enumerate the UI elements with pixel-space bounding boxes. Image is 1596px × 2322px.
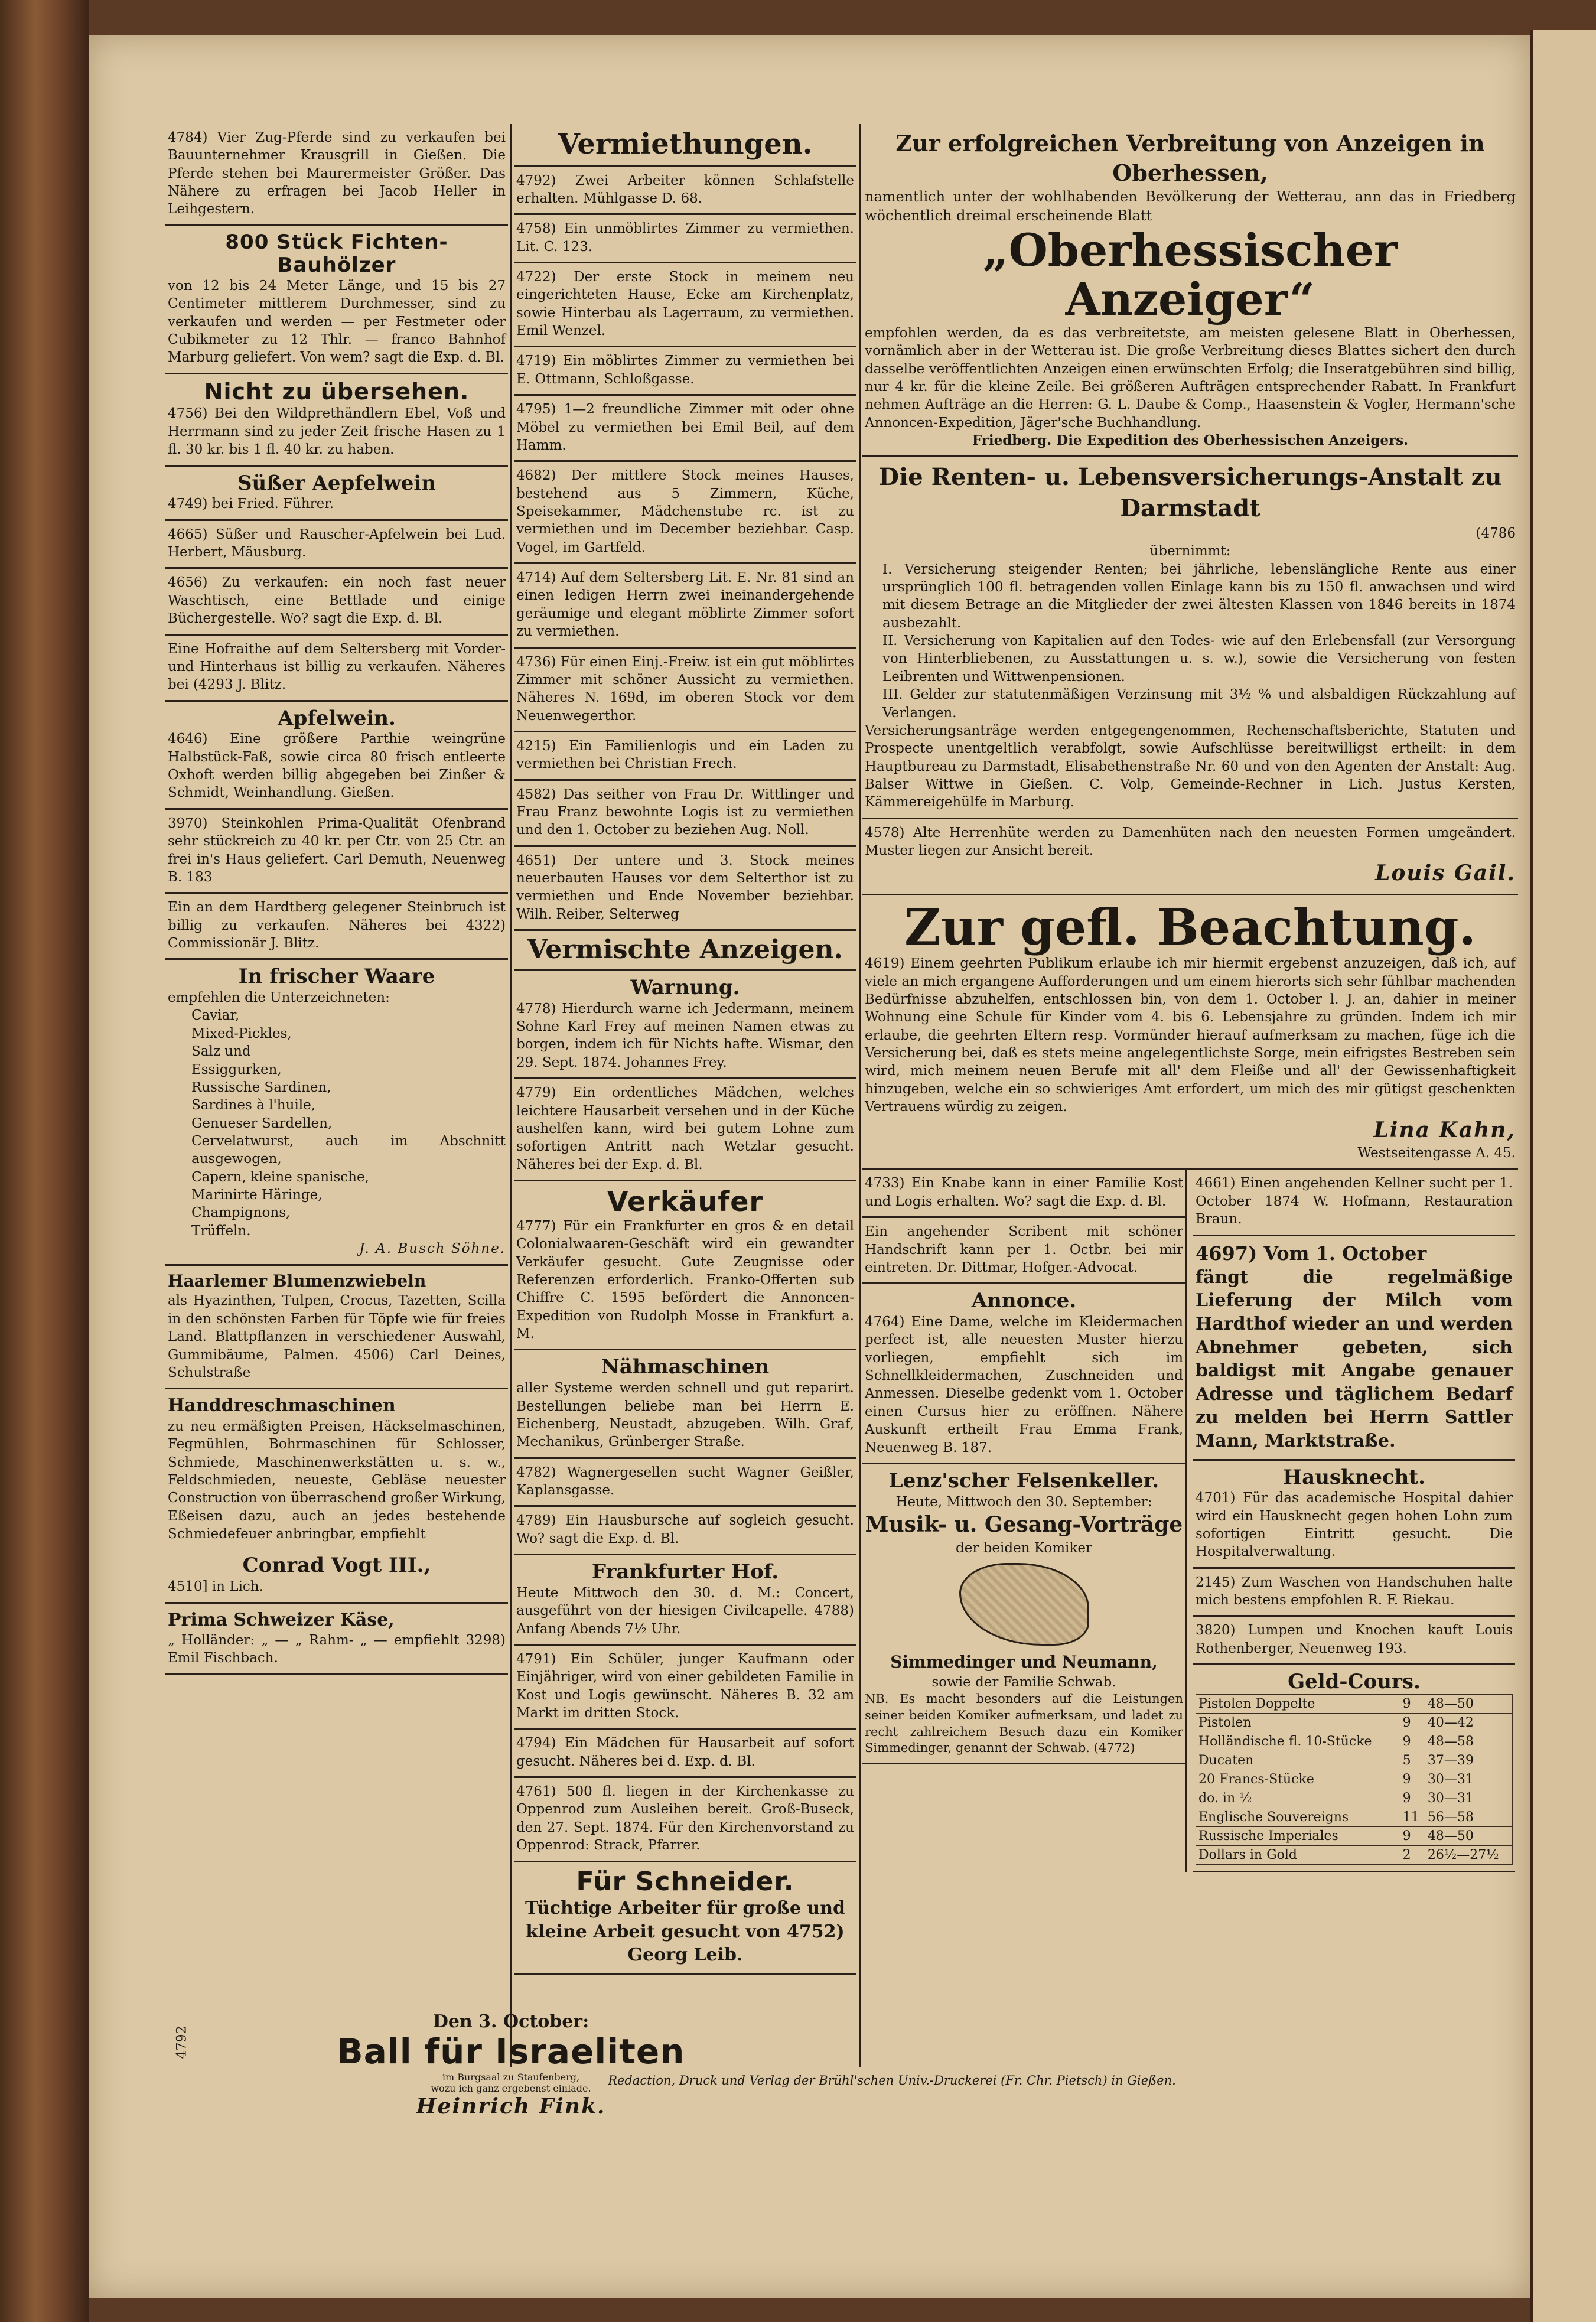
table-row: Russische Imperiales 9 48—50 (1196, 1827, 1513, 1846)
ad-steinbruch: Ein an dem Hardtberg gelegener Steinbruch ist billig zu verkaufen. Näheres bei 4322) Commissionär J. Blitz. (165, 894, 508, 960)
ad-hausbursche: 4789) Ein Hausbursche auf sogleich gesucht. Wo? sagt die Exp. d. Bl. (514, 1507, 856, 1555)
table-row: Ducaten 5 37—39 (1196, 1751, 1513, 1770)
section-vermiethungen: Vermiethungen. (514, 124, 856, 167)
ad-seltersberg: 4714) Auf dem Seltersberg Lit. E. Nr. 81 sind an einen ledigen Herrn zwei ineinandergehende geräumige und elegant möblirte Zimmer sofort zu vermiethen. (514, 564, 856, 648)
ad-maedchen: 4779) Ein ordentliches Mädchen, welches leichtere Hausarbeit versehen und in der Küche aushelfen kann, wird bei gutem Lohne zum sofortigen Antritt nach Wetzlar gesucht. Näheres bei der Exp. d. Bl. (514, 1079, 856, 1181)
column-2 (514, 124, 856, 2050)
ad-beachtung: Zur gefl. Beachtung. 4619) Einem geehrten Publikum erlaube ich mir hiermit ergebenst anzuzeigen, daß ich, auf viele an mich ergangene Aufforderungen und um einem hierorts sich sehr fühlbar machenden Bedürfnisse abzuhelfen, entschlossen bin, von dem 1. October l. J. an, dahier in meiner Wohnung eine Schule für Kinder vom 4. bis 6. Lebensjahre zu gründen. Indem ich mir erlaube, die geehrten Eltern resp. Vormünder hierauf aufmerksam zu machen, füge ich die Versicherung bei, daß es stets meine angelegentlichste Sorge, mein eifrigstes Bestreben sein wird, mich meinem neuen Berufe mit all' dem Fleiße und all' der Gewissenhaftigkeit hinzugeben, welche ein so schwieriges Amt erfordert, um mich des mir gütigst geschenkten Vertrauens würdig zu zeigen. Lina Kahn, Westseitengasse A. 45. (862, 895, 1518, 1170)
column-rule (510, 124, 512, 2067)
imprint-footer: Redaction, Druck und Verlag der Brühl'schen Univ.-Druckerei (Fr. Chr. Pietsch) in Gießen. (608, 2073, 1176, 2087)
ad-hofraithe: Eine Hofraithe auf dem Seltersberg mit Vorder- und Hinterhaus ist billig zu verkaufen. Näheres bei (4293 J. Blitz. (165, 636, 508, 702)
ad-kellner: 4661) Einen angehenden Kellner sucht per 1. October 1874 W. Hofmann, Restauration Braun. (1193, 1170, 1515, 1236)
table-row: 20 Francs-Stücke 9 30—31 (1196, 1770, 1513, 1789)
table-row: Pistolen Doppelte 9 48—50 (1196, 1694, 1513, 1713)
ad-wagner: 4782) Wagnergesellen sucht Wagner Geißler, Kaplansgasse. (514, 1459, 856, 1507)
ad-annonce: Annonce. 4764) Eine Dame, welche im Kleidermachen perfect ist, alle neuesten Muster hierzu vorliegen, empfiehlt sich im Schnellkleidermachen, Zuschneiden und Anmessen. Dieselbe gedenkt vom 1. October einen Cursus hier zu eröffnen. Nähere Auskunft ertheilt Frau Emma Frank, Neuenweg B. 187. (862, 1284, 1185, 1464)
ad-steinkohlen: 3970) Steinkohlen Prima-Qualität Ofenbrand sehr stückreich zu 40 kr. per Ctr. von 25 Ctr. an frei in's Haus geliefert. Carl Demuth, Neuenweg B. 183 (165, 810, 508, 894)
ad-frankfurter-hof: Frankfurter Hof. Heute Mittwoch den 30. d. M.: Concert, ausgeführt von der hiesigen Civilcapelle. 4788) Anfang Abends 7½ Uhr. (514, 1555, 856, 1646)
table-row: Pistolen 9 40—42 (1196, 1714, 1513, 1732)
adjacent-page-edge (1530, 30, 1596, 2322)
geld-cours-table (1196, 1694, 1513, 1865)
column-3 (862, 124, 1518, 2050)
ad-scribent: Ein angehender Scribent mit schöner Handschrift kann per 1. Octbr. bei mir eintreten. Dr. Dittmar, Hofger.-Advocat. (862, 1218, 1185, 1284)
ad-ball: Den 3. October: Ball für Israeliten im Burgsaal zu Staufenberg, wozu ich ganz ergebenst einlade. Heinrich Fink. 4792 (174, 2011, 685, 2119)
ad-erster-stock: 4722) Der erste Stock in meinem neu eingerichteten Hause, Ecke am Kirchenplatz, sowie Hinterbau als Lagerraum, zu vermiethen. Emil Wenzel. (514, 263, 856, 347)
ad-hasen: Nicht zu übersehen. 4756) Bei den Wildprethändlern Ebel, Voß und Herrmann sind zu jeder Zeit frische Hasen zu 1 fl. 30 kr. bis 1 fl. 40 kr. zu haben. (165, 374, 508, 467)
col3-right (1193, 1170, 1515, 1872)
ad-handschuhe: 2145) Zum Waschen von Handschuhen halte mich bestens empfohlen R. F. Riekau. (1193, 1569, 1515, 1617)
ad-rauscher: 4665) Süßer und Rauscher-Apfelwein bei Lud. Herbert, Mäusburg. (165, 521, 508, 569)
ad-dreschmaschinen: Handdreschmaschinen zu neu ermäßigten Preisen, Häckselmaschinen, Fegmühlen, Bohrmaschinen für Schlosser, Schmiede, Maschinenwerkstätten u. s. w., Feldschmieden, neueste, Gebläse neuester Construction von überraschend großer Wirkung, Eßeisen dazu, auch an jedes bestehende Schmiedefeuer anbringbar, empfiehlt (168, 1395, 506, 1542)
ad-kaese: Prima Schweizer Käse, „ Holländer: „ — „ Rahm- „ — empfiehlt 3298) Emil Fischbach. (165, 1604, 508, 1675)
table-row: Englische Souvereigns 11 56—58 (1196, 1808, 1513, 1827)
table-row: do. in ½ 9 30—31 (1196, 1789, 1513, 1808)
ad-aepfelwein: Süßer Aepfelwein 4749) bei Fried. Führer. (165, 467, 508, 521)
ad-felsenkeller: Lenz'scher Felsenkeller. Heute, Mittwoch den 30. September: Musik- u. Gesang-Vorträge der beiden Komiker Simmedinger und Neumann, sowie der Familie Schwab. NB. Es macht besonders auf die Leistungen seiner beiden Komiker aufmerksam, und ladet zu recht zahlreichem Besuch dazu ein Komiker Simmedinger, genannt der Schwab. (4772) (862, 1464, 1185, 1764)
ad-kirchenkasse: 4761) 500 fl. liegen in der Kirchenkasse zu Oppenrod zum Ausleihen bereit. Groß-Buseck, den 27. Sept. 1874. Für den Kirchenvorstand zu Oppenrod: Strack, Pfarrer. (514, 1778, 856, 1862)
ad-knabe: 4733) Ein Knabe kann in einer Familie Kost und Logis erhalten. Wo? sagt die Exp. d. Bl. (862, 1170, 1185, 1218)
ad-blumenzwiebeln: Haarlemer Blumenzwiebeln als Hyazinthen, Tulpen, Crocus, Tazetten, Scilla in den schönsten Farben für Töpfe wie für freies Land. Blattpflanzen in verschiedener Auswahl, Gummibäume, Palmen. 4506) Carl Deines, Schulstraße (165, 1266, 508, 1390)
ad-familienlogis: 4215) Ein Familienlogis und ein Laden zu vermiethen bei Christian Frech. (514, 732, 856, 781)
table-row: Holländische fl. 10-Stücke 9 48—58 (1196, 1732, 1513, 1751)
ad-frische-waare: In frischer Waare empfehlen die Unterzeichneten: Caviar, Mixed-Pickles, Salz und Essiggurken, Russische Sardinen, Sardines à l'huile, Genueser Sardellen, Cervelatwurst, auch im Abschnitt ausgewogen, Capern, kleine spanische, Marinirte Häringe, Champignons, Trüffeln. J. A. Busch Söhne. (165, 960, 508, 1265)
ad-maedchen-haus: 4794) Ein Mädchen für Hausarbeit auf sofort gesucht. Näheres bei d. Exp. d. Bl. (514, 1730, 856, 1778)
ad-apfelwein: Apfelwein. 4646) Eine größere Parthie weingrüne Halbstück-Faß, sowie circa 80 frisch entleerte Oxhoft werden billig abgegeben bei Zinßer & Schmidt, Weinhandlung. Gießen. (165, 702, 508, 810)
ad-vogt: Conrad Vogt III., 4510] in Lich. (165, 1549, 508, 1603)
ad-zugpferde: 4784) Vier Zug-Pferde sind zu verkaufen bei Bauunternehmer Krausgrill in Gießen. Die Pferde stehen bei Maurermeister Größer. Das Nähere zu erfragen bei Jacob Heller in Leihgestern. (165, 124, 508, 226)
ad-waschtisch: 4656) Zu verkaufen: ein noch fast neuer Waschtisch, eine Bettlade und einige Büchergestelle. Wo? sagt die Exp. d. Bl. (165, 569, 508, 635)
ad-schueler: 4791) Ein Schüler, junger Kaufmann oder Einjähriger, wird von einer gebildeten Familie in Kost und Logis gewünscht. Näheres B. 32 am Markt im dritten Stock. (514, 1646, 856, 1730)
ad-mittlerer-stock: 4682) Der mittlere Stock meines Hauses, bestehend aus 5 Zimmern, Küche, Speisekammer, Mädchenstube rc. ist zu vermiethen und im December beziehbar. Casp. Vogel, im Gartfeld. (514, 462, 856, 564)
ad-zimmer: 4758) Ein unmöblirtes Zimmer zu vermiethen. Lit. C. 123. (514, 215, 856, 263)
section-vermischte: Vermischte Anzeigen. (514, 931, 856, 971)
ad-rentenanstalt: Die Renten- u. Lebensversicherungs-Anstalt zu Darmstadt (4786 übernimmt: I. Versicherung steigender Renten; bei jährliche, lebenslängliche Rente aus einer ursprünglich 100 fl. betragenden vollen Einlage kann bis zu 150 fl. anwachsen und wird mit diesem Betrage an die Mitglieder der zwei ältesten Klassen von 1846 bereits in 1874 ausbezahlt. II. Versicherung von Kapitalien auf den Todes- wie auf den Erlebensfall (zur Versorgung von Hinterbliebenen, zu Ausstattungen u. s. w.), sowie die Versicherung von festen Leibrenten und Wittwenpensionen. III. Gelder zur statutenmäßigen Verzinsung mit 3½ % und alsbaldigen Rückzahlung auf Verlangen. Versicherungsanträge werden entgegengenommen, Rechenschaftsberichte, Statuten und Prospecte unentgeltlich verabfolgt, sowie Aufschlüsse bereitwilligst ertheilt: in dem Hauptbureau zu Darmstadt, Elisabethenstraße Nr. 60 und von den Agenten der Anstalt: Aug. Balser Wittwe in Gießen. C. Volp, Gemeinde-Rechner in Lich. Justus Kersten, Kämmereigehülfe in Marburg. (862, 457, 1518, 819)
ad-moebl-zimmer: 4719) Ein möblirtes Zimmer zu vermiethen bei E. Ottmann, Schloßgasse. (514, 347, 856, 396)
table-row: Dollars in Gold 2 26½—27½ (1196, 1846, 1513, 1865)
ad-verkaeufer: Verkäufer 4777) Für ein Frankfurter en gros & en detail Colonialwaaren-Geschäft wird ein gewandter Verkäufer gesucht. Gute Zeugnisse oder Referenzen erforderlich. Franko-Offerten sub Chiffre C. 1595 befördert die Annoncen-Expedition von Rudolph Mosse in Frankfurt a. M. (514, 1181, 856, 1350)
newspaper-page (89, 35, 1530, 2298)
ad-herrenhuete: 4578) Alte Herrenhüte werden zu Damenhüten nach den neuesten Formen umgeändert. Muster liegen zur Ansicht bereit. Louis Gail. (862, 819, 1518, 895)
ad-warnung: Warnung. 4778) Hierdurch warne ich Jedermann, meinem Sohne Karl Frey auf meinen Namen etwas zu borgen, indem ich für Nichts hafte. Wismar, den 29. Sept. 1874. Johannes Frey. (514, 971, 856, 1079)
column-rule (859, 124, 861, 2067)
ad-logis-noll: 4582) Das seither von Frau Dr. Wittlinger und Frau Franz bewohnte Logis ist zu vermiethen und den 1. October zu beziehen Aug. Noll. (514, 781, 856, 847)
ad-oberhessischer-anzeiger: Zur erfolgreichen Verbreitung von Anzeigen in Oberhessen, namentlich unter der wohlhabenden Bevölkerung der Wetterau, ann das in Friedberg wöchentlich dreimal erscheinende Blatt „Oberhessischer Anzeiger“ empfohlen werden, da es das verbreitetste, am meisten gelesene Blatt in Oberhessen, vornämlich aber in der Wetterau ist. Die große Verbreitung dieses Blattes sichert den durch dasselbe veröffentlichten Anzeigen einen erwünschten Erfolg; die Inseratgebühren sind billig, nur 4 kr. für die kleine Zeile. Bei größeren Aufträgen entsprechender Rabatt. In Frankfurt nehmen Aufträge an die Herren: G. L. Daube & Comp., Haasenstein & Vogler, Hermann'sche Annoncen-Expedition, Jäger'sche Buchhandlung. Friedberg. Die Expedition des Oberhessischen Anzeigers. (862, 124, 1518, 457)
geld-cours: Geld-Cours. Pistolen Doppelte 9 48—50 Pistolen 9 40—42 Holländische fl. 10-Stücke 9 48—58 Ducaten 5 37—39 20 Francs-Stücke 9 30—31 do. in ½ 9 30—31 Englische Souvereigns 11 56—58 Russische Imperiales 9 48—50 Dollars in Gold 2 26½—27½ (1193, 1665, 1515, 1872)
comedian-illustration (959, 1563, 1089, 1646)
ad-naehmaschinen: Nähmaschinen aller Systeme werden schnell und gut reparirt. Bestellungen beliebe man bei Herrn E. Eichenberg, Neustadt, abzugeben. Wilh. Graf, Mechanikus, Grünberger Straße. (514, 1350, 856, 1458)
ad-lumpen: 3820) Lumpen und Knochen kauft Louis Rothenberger, Neuenweg 193. (1193, 1617, 1515, 1665)
ad-milch: 4697) Vom 1. October fängt die regelmäßige Lieferung der Milch vom Hardthof wieder an und werden Abnehmer gebeten, sich baldigst mit Angabe genauer Adresse und täglichem Bedarf zu melden bei Herrn Sattler Mann, Marktstraße. (1193, 1236, 1515, 1461)
ad-einj-freiw: 4736) Für einen Einj.-Freiw. ist ein gut möblirtes Zimmer mit schöner Aussicht zu vermiethen. Näheres N. 169d, im oberen Stock vor dem Neuenwegerthor. (514, 649, 856, 732)
ad-schlafstelle: 4792) Zwei Arbeiter können Schlafstelle erhalten. Mühlgasse D. 68. (514, 167, 856, 216)
ad-schneider: Für Schneider. Tüchtige Arbeiter für große und kleine Arbeit gesucht von 4752) Georg Leib. (514, 1862, 856, 1975)
ad-zimmer-beil: 4795) 1—2 freundliche Zimmer mit oder ohne Möbel zu vermiethen bei Emil Beil, auf dem Hamm. (514, 396, 856, 462)
book-spine (0, 0, 89, 2322)
ad-hausknecht: Hausknecht. 4701) Für das academische Hospital dahier wird ein Hausknecht gegen hohen Lohn zum sofortigen Eintritt gesucht. Die Hospitalverwaltung. (1193, 1461, 1515, 1569)
col3-left (862, 1170, 1187, 1872)
ad-reiber: 4651) Der untere und 3. Stock meines neuerbauten Hauses vor dem Selterthor ist zu vermiethen und Ende November beziehbar. Wilh. Reiber, Selterweg (514, 847, 856, 931)
column-1 (165, 124, 508, 2050)
ad-bauhoelzer: 800 Stück Fichten-Bauhölzer von 12 bis 24 Meter Länge, und 15 bis 27 Centimeter mittlerem Durchmesser, sind zu verkaufen und werden — per Festmeter oder Cubikmeter zu 12 Thlr. — franco Bahnhof Marburg geliefert. Von wem? sagt die Exp. d. Bl. (165, 226, 508, 374)
